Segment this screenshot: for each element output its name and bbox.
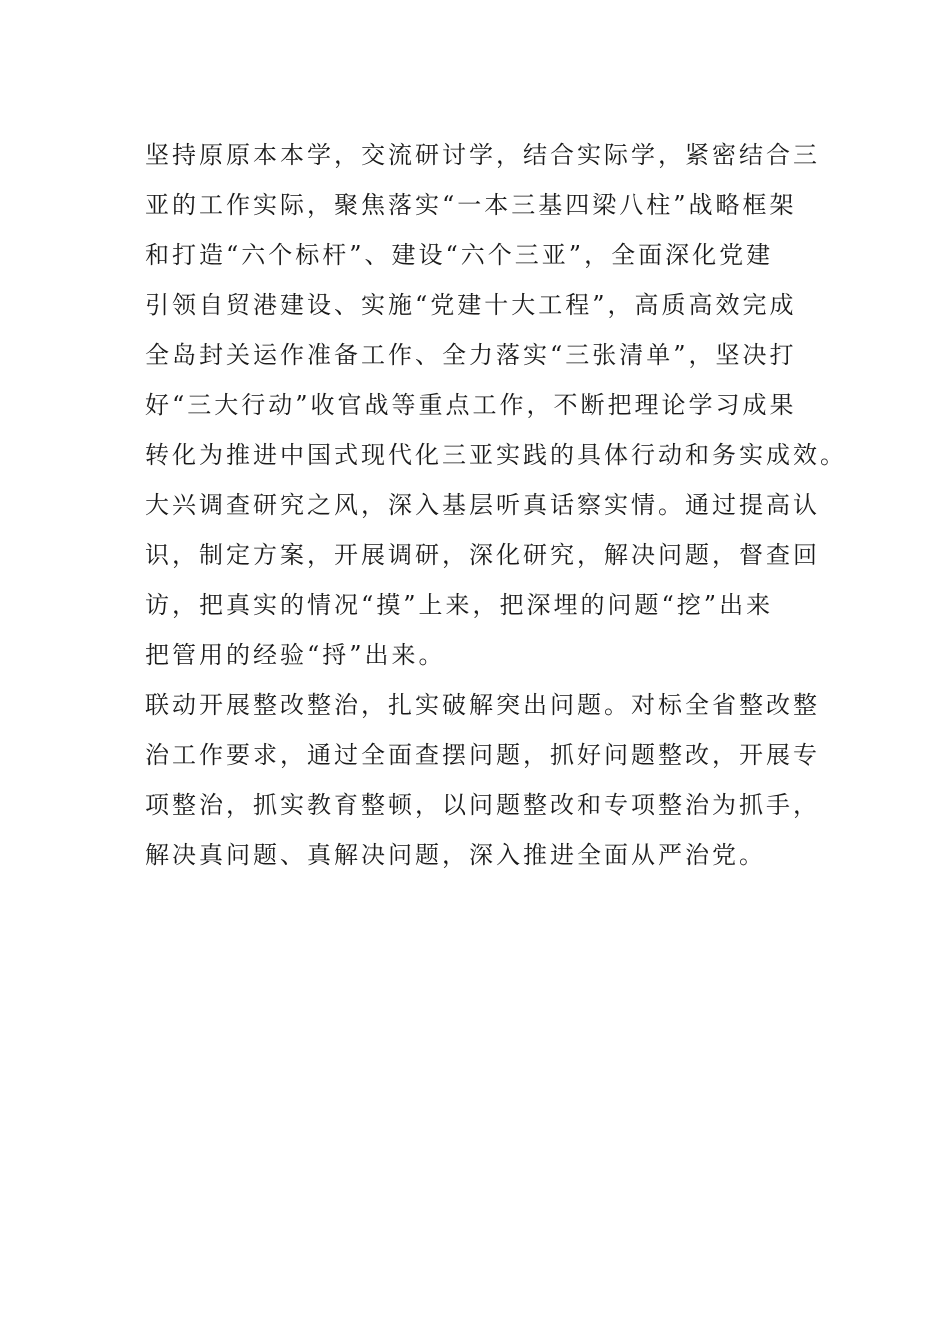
text-line: 项整治，抓实教育整顿，以问题整改和专项整治为抓手， — [145, 791, 820, 819]
text-line: 联动开展整改整治，扎实破解突出问题。对标全省整改整 — [145, 691, 820, 719]
text-line: 转化为推进中国式现代化三亚实践的具体行动和务实成效。 — [145, 441, 847, 469]
text-line: 坚持原原本本学，交流研讨学，结合实际学，紧密结合三 — [145, 141, 820, 169]
paragraph-study — [145, 130, 847, 480]
text-line: 大兴调查研究之风，深入基层听真话察实情。通过提高认 — [145, 491, 820, 519]
text-line: 把管用的经验“捋”出来。 — [145, 641, 446, 669]
text-line: 治工作要求，通过全面查摆问题，抓好问题整改，开展专 — [145, 741, 820, 769]
text-line: 引领自贸港建设、实施“党建十大工程”，高质高效完成 — [145, 291, 797, 319]
text-line: 好“三大行动”收官战等重点工作，不断把理论学习成果 — [145, 391, 797, 419]
text-line: 亚的工作实际，聚焦落实“一本三基四梁八柱”战略框架 — [145, 191, 797, 219]
text-line: 全岛封关运作准备工作、全力落实“三张清单”，坚决打 — [145, 341, 797, 369]
text-line: 和打造“六个标杆”、建设“六个三亚”，全面深化党建 — [145, 241, 774, 269]
document-body — [145, 130, 847, 880]
text-line: 识，制定方案，开展调研，深化研究，解决问题，督查回 — [145, 541, 820, 569]
paragraph-investigation — [145, 480, 820, 680]
paragraph-rectification — [145, 680, 820, 880]
text-line: 解决真问题、真解决问题，深入推进全面从严治党。 — [145, 841, 766, 869]
text-line: 访，把真实的情况“摸”上来，把深埋的问题“挖”出来 — [145, 591, 774, 619]
